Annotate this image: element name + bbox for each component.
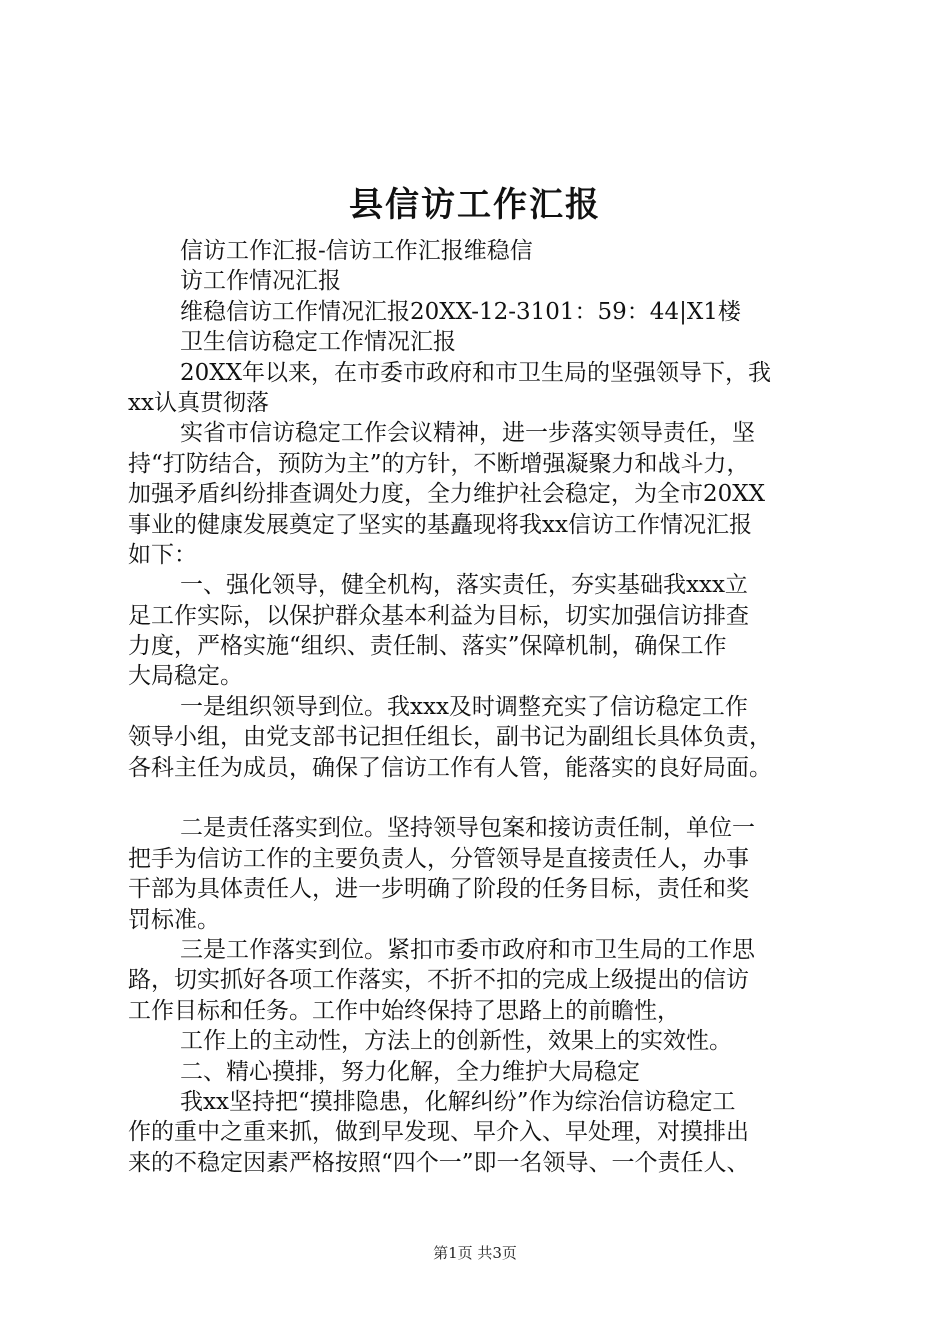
text-line: 卫生信访稳定工作情况汇报 bbox=[180, 329, 456, 356]
text-line: 持“打防结合，预防为主”的方针，不断增强凝聚力和战斗力， bbox=[128, 450, 750, 477]
text-line: 维稳信访工作情况汇报20XX-12-3101：59：44|X1楼 bbox=[180, 298, 741, 325]
text-line: 三是工作落实到位。紧扣市委市政府和市卫生局的工作思 bbox=[180, 936, 755, 963]
text-line: 一是组织领导到位。我xxx及时调整充实了信访稳定工作 bbox=[180, 693, 748, 720]
document-body bbox=[128, 236, 838, 1178]
text-line: 领导小组，由党支部书记担任组长，副书记为副组长具体负责， bbox=[128, 724, 772, 751]
text-line: xx认真贯彻落 bbox=[128, 389, 269, 416]
blank-line bbox=[128, 783, 838, 813]
text-line: 信访工作汇报-信访工作汇报维稳信 bbox=[180, 238, 533, 264]
text-line: 干部为具体责任人，进一步明确了阶段的任务目标，责任和奖 bbox=[128, 876, 749, 903]
text-line: 二是责任落实到位。坚持领导包案和接访责任制，单位一 bbox=[180, 815, 755, 842]
text-line: 力度，严格实施“组织、责任制、落实”保障机制，确保工作 bbox=[128, 633, 727, 660]
text-line: 访工作情况汇报 bbox=[180, 268, 341, 295]
text-line: 我xx坚持把“摸排隐患，化解纠纷”作为综治信访稳定工 bbox=[180, 1088, 736, 1115]
text-line: 实省市信访稳定工作会议精神，进一步落实领导责任，坚 bbox=[180, 420, 755, 447]
text-line: 大局稳定。 bbox=[128, 663, 243, 690]
text-line: 事业的健康发展奠定了坚实的基矗现将我xx信访工作情况汇报 bbox=[128, 511, 752, 538]
text-line: 加强矛盾纠纷排查调处力度，全力维护社会稳定，为全市20XX bbox=[128, 481, 766, 508]
page-footer: 第1页 共3页 bbox=[433, 1244, 517, 1262]
text-line: 把手为信访工作的主要负责人，分管领导是直接责任人，办事 bbox=[128, 845, 749, 872]
text-line: 一、强化领导，健全机构，落实责任，夯实基础我xxx立 bbox=[180, 572, 748, 599]
text-line: 来的不稳定因素严格按照“四个一”即一名领导、一个责任人、 bbox=[128, 1149, 750, 1176]
text-line: 20XX年以来，在市委市政府和市卫生局的坚强领导下，我 bbox=[180, 359, 772, 386]
text-line: 罚标准。 bbox=[128, 906, 220, 933]
text-line: 二、精心摸排，努力化解，全力维护大局稳定 bbox=[180, 1058, 640, 1085]
text-line: 足工作实际，以保护群众基本利益为目标，切实加强信访排查 bbox=[128, 602, 749, 629]
document-title: 县信访工作汇报 bbox=[349, 185, 601, 225]
text-line: 路，切实抓好各项工作落实，不折不扣的完成上级提出的信访 bbox=[128, 967, 749, 994]
text-line: 作的重中之重来抓，做到早发现、早介入、早处理，对摸排出 bbox=[128, 1119, 749, 1146]
text-line: 各科主任为成员，确保了信访工作有人管，能落实的良好局面。 bbox=[128, 754, 772, 781]
text-line: 工作上的主动性，方法上的创新性，效果上的实效性。 bbox=[180, 1028, 732, 1055]
text-line: 工作目标和任务。工作中始终保持了思路上的前瞻性， bbox=[128, 997, 680, 1024]
text-line: 如下： bbox=[128, 541, 197, 568]
